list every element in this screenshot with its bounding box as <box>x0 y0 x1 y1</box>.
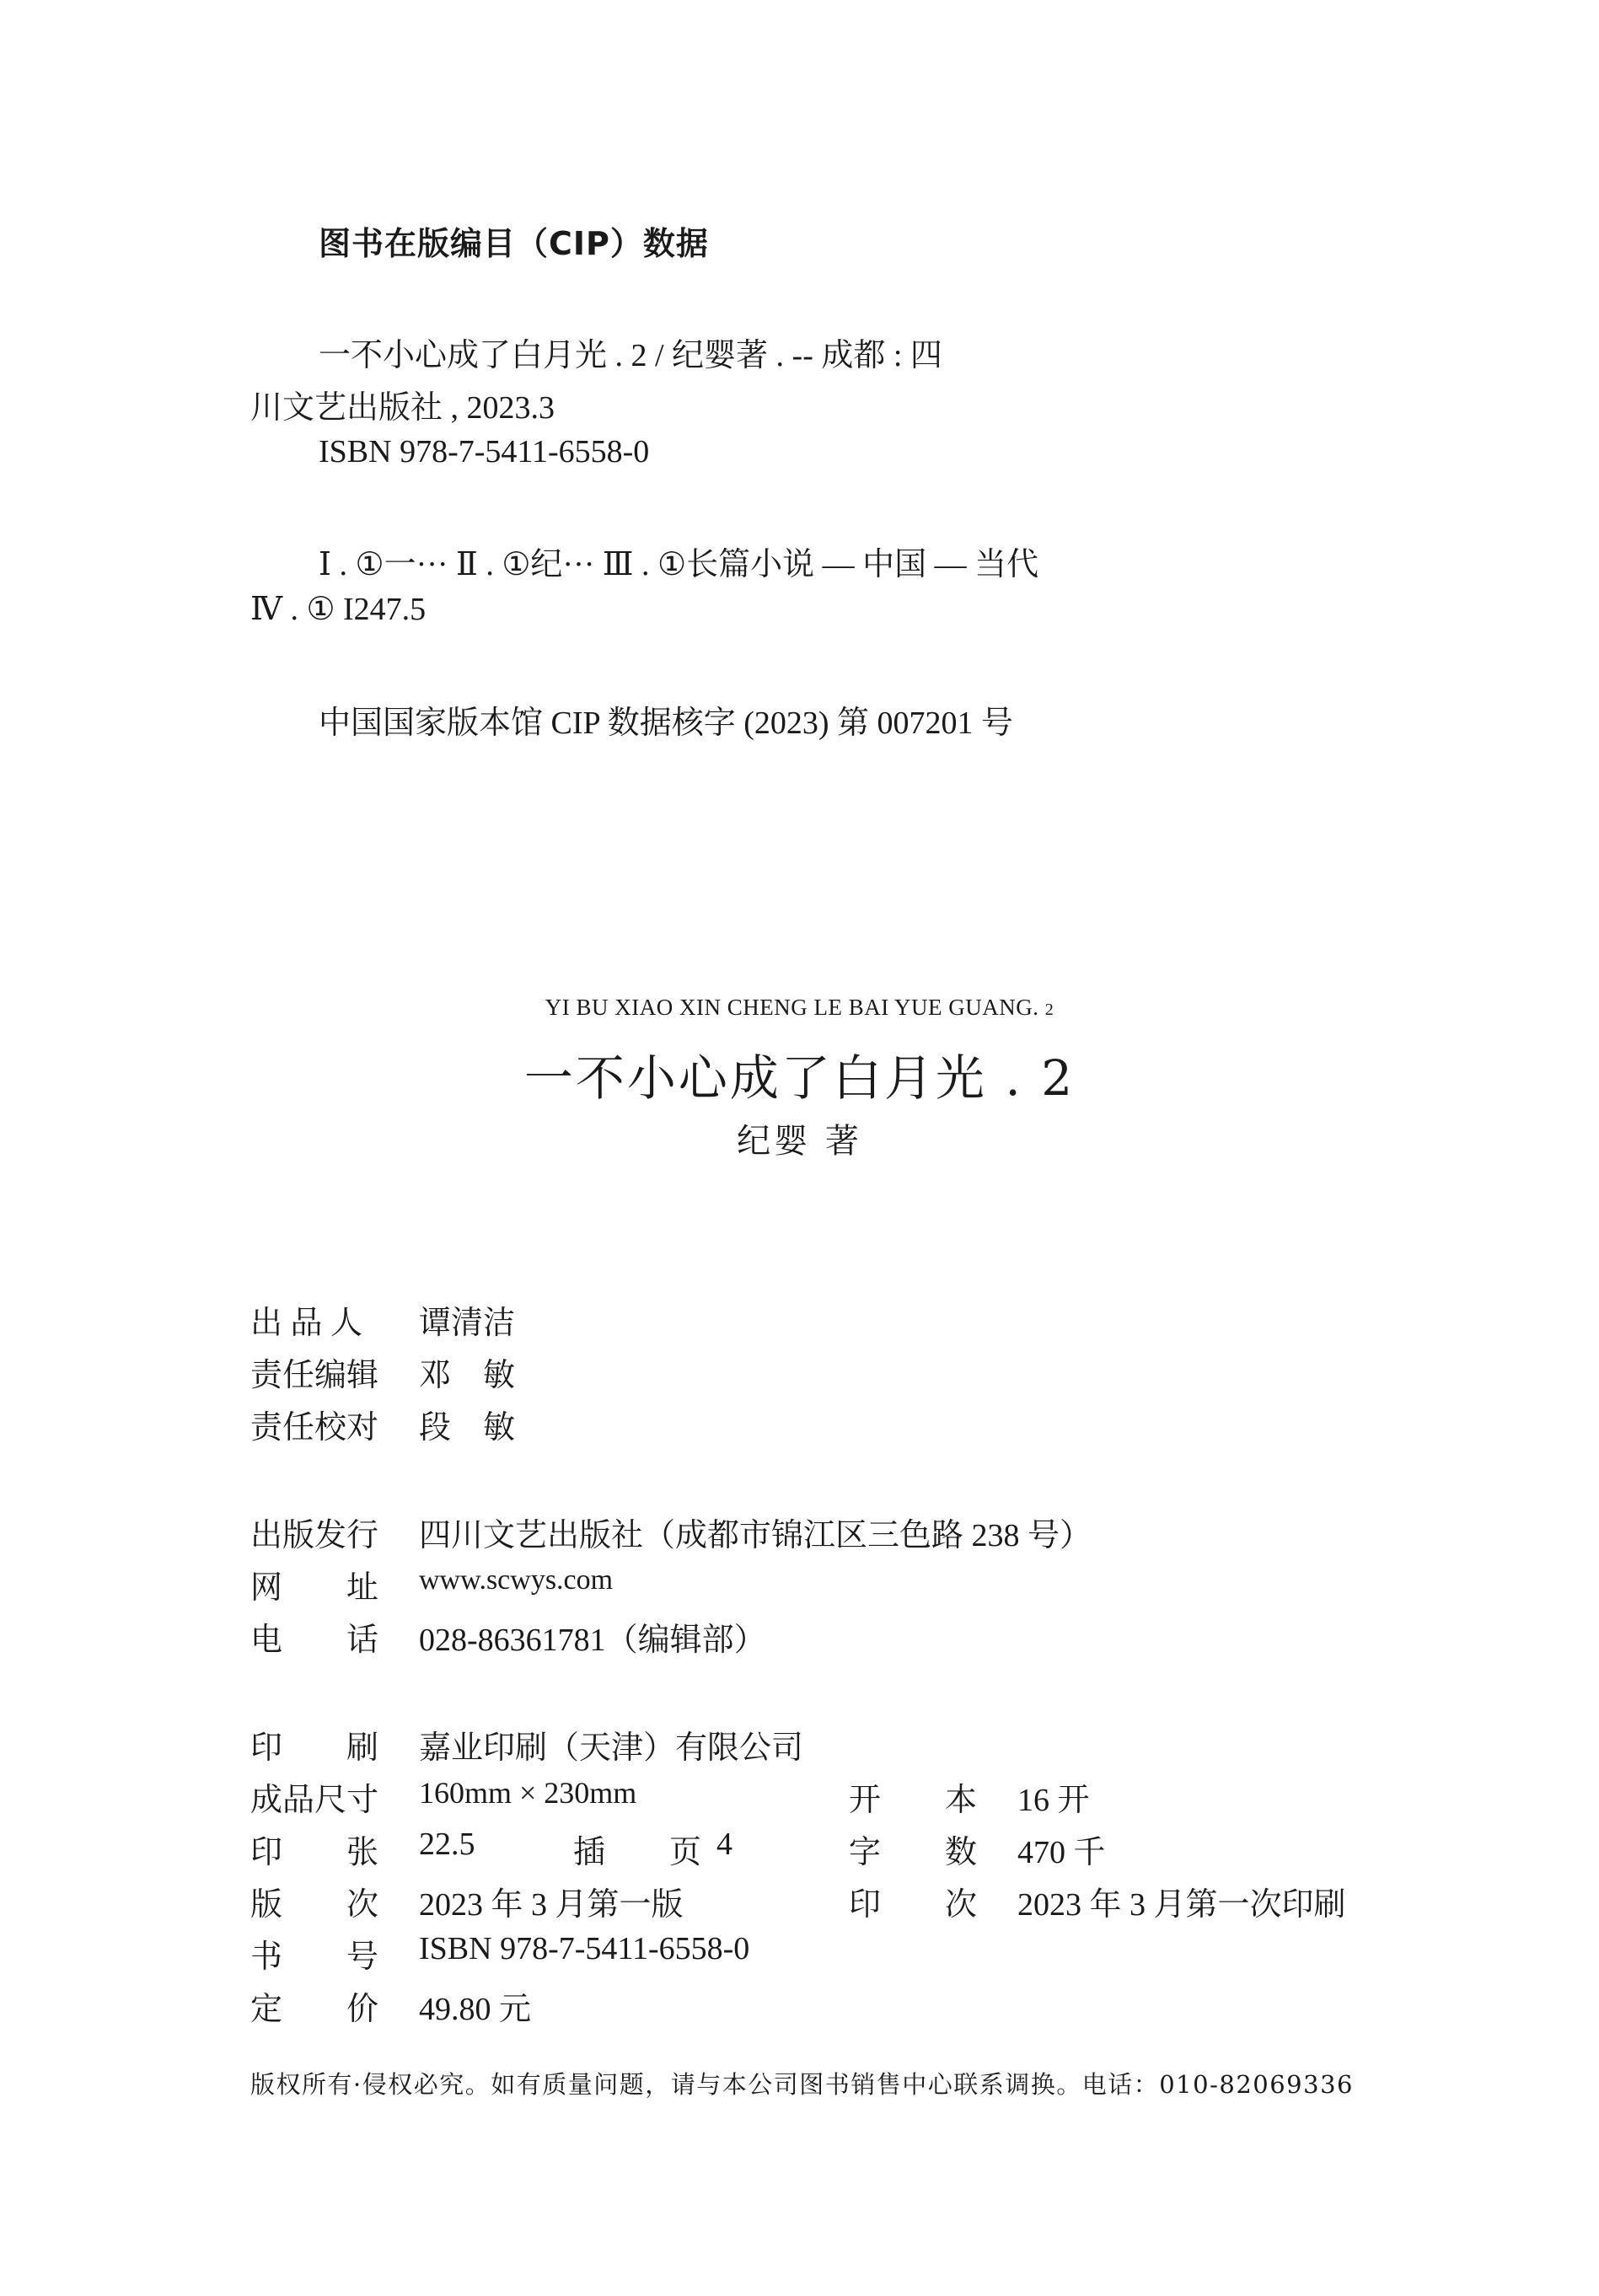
author-line: 纪婴 著 <box>737 1122 862 1161</box>
credit-label-producer: 出 品 人 <box>250 1306 363 1341</box>
pinyin-volume-number: 2 <box>1044 1000 1054 1019</box>
copyright-notice: 版权所有·侵权必究。如有质量问题，请与本公司图书销售中心联系调换。电话：010-82069336 <box>250 2070 1354 2099</box>
credit-label-website: 网 址 <box>250 1570 379 1606</box>
credit-value-editor: 邓 敏 <box>419 1358 516 1393</box>
spec-value-edition: 2023 年 3 月第一版 <box>419 1887 684 1923</box>
cip-line-2: 川文艺出版社 , 2023.3 <box>250 390 555 426</box>
cip-isbn-line: ISBN 978-7-5411-6558-0 <box>319 434 650 469</box>
spec-value-size: 160mm × 230mm <box>419 1776 637 1810</box>
spec-label-sheets: 印 张 <box>250 1835 379 1870</box>
spec-value-printing: 2023 年 3 月第一次印刷 <box>1017 1887 1346 1923</box>
spec-value-words: 470 千 <box>1017 1835 1106 1870</box>
credit-value-phone: 028-86361781（编辑部） <box>419 1623 766 1658</box>
spec-value-price: 49.80 元 <box>419 1992 532 2027</box>
cip-record-number: 中国国家版本馆 CIP 数据核字 (2023) 第 007201 号 <box>319 705 1014 741</box>
spec-label-printing: 印 次 <box>849 1887 978 1923</box>
spec-label-printer: 印 刷 <box>250 1730 379 1766</box>
cip-line-1: 一不小心成了白月光 . 2 / 纪婴著 . -- 成都 : 四 <box>319 338 942 373</box>
cip-heading: 图书在版编目（CIP）数据 <box>319 225 709 262</box>
cip-classification-line: Ⅰ . ①一··· Ⅱ . ①纪··· Ⅲ . ①长篇小说 — 中国 — 当代 <box>319 547 1039 582</box>
book-title: 一不小心成了白月光 . 2 <box>523 1049 1076 1107</box>
credit-value-publisher: 四川文艺出版社（成都市锦江区三色路 238 号） <box>419 1518 1092 1553</box>
spec-value-plates: 4 <box>716 1827 732 1862</box>
spec-label-plates: 插 页 <box>573 1835 702 1870</box>
credit-label-proofreader: 责任校对 <box>250 1410 379 1446</box>
credit-value-website: www.scwys.com <box>419 1564 614 1596</box>
spec-value-sheets: 22.5 <box>419 1827 475 1862</box>
spec-label-price: 定 价 <box>250 1992 379 2027</box>
pinyin-title-text: YI BU XIAO XIN CHENG LE BAI YUE GUANG. <box>545 995 1039 1020</box>
credit-label-editor: 责任编辑 <box>250 1358 379 1393</box>
pinyin-title <box>0 995 1599 1021</box>
credit-value-producer: 谭清洁 <box>419 1306 516 1341</box>
spec-label-words: 字 数 <box>849 1835 978 1870</box>
spec-label-size: 成品尺寸 <box>250 1783 379 1818</box>
spec-value-isbn: ISBN 978-7-5411-6558-0 <box>419 1931 750 1966</box>
credit-value-proofreader: 段 敏 <box>419 1410 516 1446</box>
spec-label-format: 开 本 <box>849 1783 978 1818</box>
spec-value-printer: 嘉业印刷（天津）有限公司 <box>419 1730 804 1766</box>
cip-classification-line-2: Ⅳ . ① I247.5 <box>250 592 427 627</box>
credit-label-publisher: 出版发行 <box>250 1518 379 1553</box>
spec-label-isbn: 书 号 <box>250 1939 379 1975</box>
credit-label-phone: 电 话 <box>250 1623 379 1658</box>
spec-value-format: 16 开 <box>1017 1783 1090 1818</box>
spec-label-edition: 版 次 <box>250 1887 379 1923</box>
